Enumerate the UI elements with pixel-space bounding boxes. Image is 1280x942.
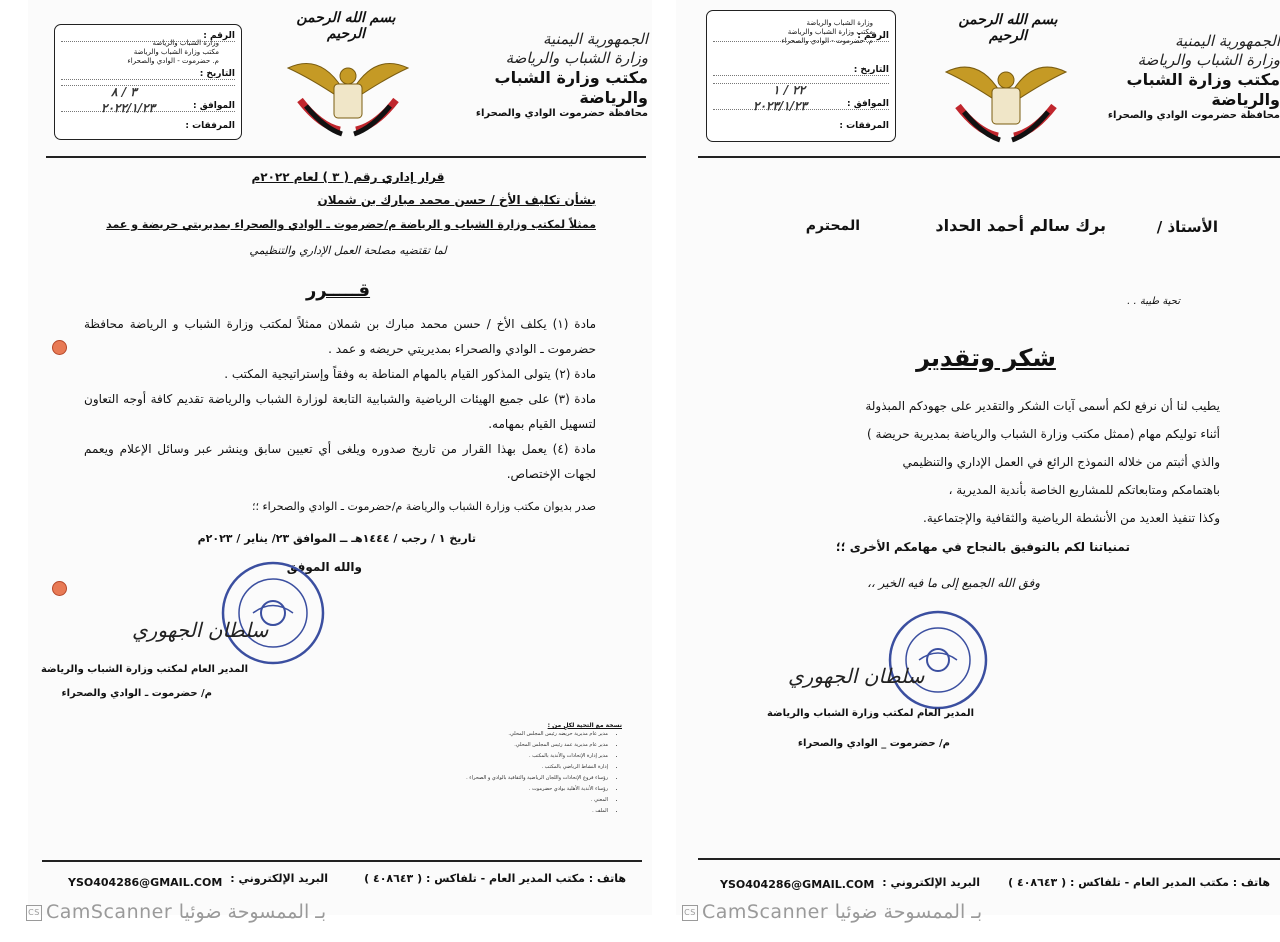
list-item: • إدارة النشاط الرياضي بالمكتب . [372,762,608,773]
decision-preamble: لما تقتضيه مصلحة العمل الإداري والتنظيمي [249,244,447,257]
reference-box [706,10,896,142]
office-name: مكتب وزارة الشباب والرياضة [494,67,648,107]
signature: سلطان الجهوري [132,618,269,642]
body-line-2: أثناء توليكم مهام (ممثل مكتب وزارة الشباب والرياضة بمديرية حريضة ) [867,427,1220,441]
addressee-name: برك سالم أحمد الحداد [935,216,1106,235]
ref-value-row [713,83,889,97]
body-line-4: باهتمامكم ومتابعاتكم للمشاريع الخاصة بأندية المديرية ، [948,483,1220,497]
signatory-title: المدير العام لمكتب وزارة الشباب والرياضة [40,664,248,675]
distribution-title: نسخة مع التحية لكلٍ من : [547,722,622,729]
decision-articles [84,312,596,487]
issue-date: تاريخ ١ / رجب / ١٤٤٤هـ ــ الموافق ٢٣/ يناير / ٢٠٢٣م [197,532,476,545]
reference-box [54,24,242,140]
yemen-emblem-icon [938,50,1074,146]
corresponding-row [713,99,889,113]
official-stamp-icon [886,608,990,712]
camscanner-watermark [682,901,982,923]
distribution-list [372,722,622,817]
basmala: بسم الله الرحمن الرحيم [958,12,1058,44]
ministry-header [1100,32,1280,122]
signature: سلطان الجهوري [788,664,925,688]
camscanner-logo-icon: CS [682,905,698,921]
ref-date-value: ٢٠٢٣/١/٢٣ [753,99,807,113]
camscanner-logo-icon: CS [26,905,42,921]
wish-line: تمنياتنا لكم بالتوفيق بالنجاح في مهامكم الأخرى ؛؛ [835,540,1130,554]
ref-number-value: ٣ / ٨ [111,85,137,99]
camscanner-watermark [26,901,326,923]
ministry-name: وزارة الشباب والرياضة [505,48,648,67]
republic-name: الجمهورية اليمنية [542,30,648,48]
footer-divider [698,858,1280,860]
addressee-prefix: الأستاذ / [1156,218,1218,236]
attachments-row [713,121,889,131]
signatory-title: المدير العام لمكتب وزارة الشباب والرياضة [766,708,974,719]
decision-subject: بشأن تكليف الأخ / حسن محمد مبارك بن شملان [317,193,596,207]
list-item: • الملف . [372,806,608,817]
date-label: التاريخ : [199,69,235,79]
basmala: بسم الله الرحمن الرحيم [296,10,396,42]
letter-body [736,392,1220,532]
office-stamp-lines: وزارة الشباب والرياضة مكتب وزارة الشباب والرياضة م. حضرموت - الوادي والصحراء [127,39,219,65]
article-3: مادة (٣) على جميع الهيئات الرياضية والشبابية التابعة لوزارة الشباب والرياضة تقديم كافة أوجه التعاون لتسهيل القيام بمهامه. [84,392,596,431]
corresponding-row [61,101,235,115]
list-item: • المعني . [372,795,608,806]
decision-representative-line: ممثلاً لمكتب وزارة الشباب و الرياضة م/حضرموت ـ الوادي والصحراء بمديريتي حريضة و عمد [106,218,596,231]
attachments-label: المرفقات : [839,121,889,131]
signatory-region: م/ حضرموت _ الوادي والصحراء [797,738,950,749]
signatory-region: م/ حضرموت ـ الوادي والصحراء [61,688,212,699]
ref-label: الرقم : [857,31,889,41]
ref-value-row [61,85,235,99]
article-2: مادة (٢) يتولى المذكور القيام بالمهام المناطة به وفقاً وإستراتيجية المكتب . [224,367,596,381]
date-row [713,65,889,76]
office-stamp-lines: وزارة الشباب والرياضة مكتب وزارة الشباب والرياضة م. حضرموت - الوادي والصحراء [781,19,873,45]
ministry-header [452,30,648,120]
list-item: • مدير عام مديرية حريضه رئيس المجلس المحلي. [372,729,608,740]
letter-title: شكر وتقدير [916,344,1056,372]
republic-name: الجمهورية اليمنية [1174,32,1280,50]
list-item: • مدير عام مديرية عمد رئيس المجلس المحلي. [372,740,608,751]
article-4: مادة (٤) يعمل بهذا القرار من تاريخ صدوره ويلغى أي تعيين سابق وينشر عبر وسائل الإعلام ويعمم لجهات الإختصاص. [84,442,596,481]
ref-label: الرقم : [203,31,235,41]
body-line-1: يطيب لنا أن نرفع لكم أسمى آيات الشكر والتقدير على جهودكم المبذولة [865,399,1220,413]
governorate-name: محافظة حضرموت الوادي والصحراء [475,107,648,119]
corresponding-label: الموافق : [847,99,889,109]
attachments-label: المرفقات : [185,121,235,131]
closing-phrase: وفق الله الجميع إلى ما فيه الخير ،، [867,576,1040,590]
body-line-5: وكذا تنفيذ العديد من الأنشطة الرياضية والثقافية والإجتماعية. [923,511,1220,525]
decision-title: قرار إداري رقم ( ٣ ) لعام ٢٠٢٢م [251,170,445,184]
footer-email: YSO404286@GMAIL.COM [68,876,223,889]
camscanner-text: CamScanner بـ الممسوحة ضوئيا [702,901,983,923]
footer-email: YSO404286@GMAIL.COM [720,878,875,891]
article-1: مادة (١) يكلف الأخ / حسن محمد مبارك بن شملان ممثلاً لمكتب وزارة الشباب و الرياضة محافظة حضرموت ـ الوادي والصحراء بمديريتي حريضه و عمد . [84,317,597,356]
thanks-letter-page [676,0,1280,915]
footer-phone: هاتف : مكتب المدير العام - تلفاكس : ( ٤٠٨٦٤٣ ) [364,872,626,885]
office-name: مكتب وزارة الشباب والرياضة [1126,69,1280,109]
header-divider [698,156,1280,158]
date-label: التاريخ : [853,65,889,75]
footer-email-label: البريد الإلكتروني : [882,876,980,889]
footer-phone: هاتف : مكتب المدير العام - تلفاكس : ( ٤٠٨٦٤٣ ) [1008,876,1270,889]
decision-letter-page [28,0,652,915]
ref-date-value: ٢٠٢٢/١/٢٣ [101,101,155,115]
issued-at: صدر بديوان مكتب وزارة الشباب والرياضة م/حضرموت ـ الوادي والصحراء ؛؛ [251,500,596,513]
list-item: • رؤساء فروع الإتحادات واللجان الرياضية والثقافية بالوادي و الصحراء . [372,773,608,784]
list-item: • رؤساء الأندية الأهلية بوادي حضرموت . [372,784,608,795]
body-line-3: والذي أثبتم من خلاله النموذج الرائع في العمل الإداري والتنظيمي [902,455,1220,469]
camscanner-text: CamScanner بـ الممسوحة ضوئيا [46,901,327,923]
footer-email-label: البريد الإلكتروني : [230,872,328,885]
punch-hole [52,340,67,355]
closing-phrase: والله الموفق [286,560,362,574]
footer-divider [42,860,642,862]
header-divider [46,156,646,158]
list-item: • مدير إدارة الإتحادات والأندية بالمكتب . [372,751,608,762]
honorific: المحترم [805,218,860,234]
date-row [61,69,235,80]
punch-hole [52,581,67,596]
governorate-name: محافظة حضرموت الوادي والصحراء [1107,109,1280,121]
decides-heading: قـــــرر [305,280,371,301]
attachments-row [61,121,235,131]
greeting: تحية طيبة . . [1127,296,1180,307]
corresponding-label: الموافق : [193,101,235,111]
official-stamp-icon [218,558,328,668]
ref-number-value: ٢٢ / ١ [773,83,806,97]
yemen-emblem-icon [280,48,416,138]
ministry-name: وزارة الشباب والرياضة [1137,50,1280,69]
